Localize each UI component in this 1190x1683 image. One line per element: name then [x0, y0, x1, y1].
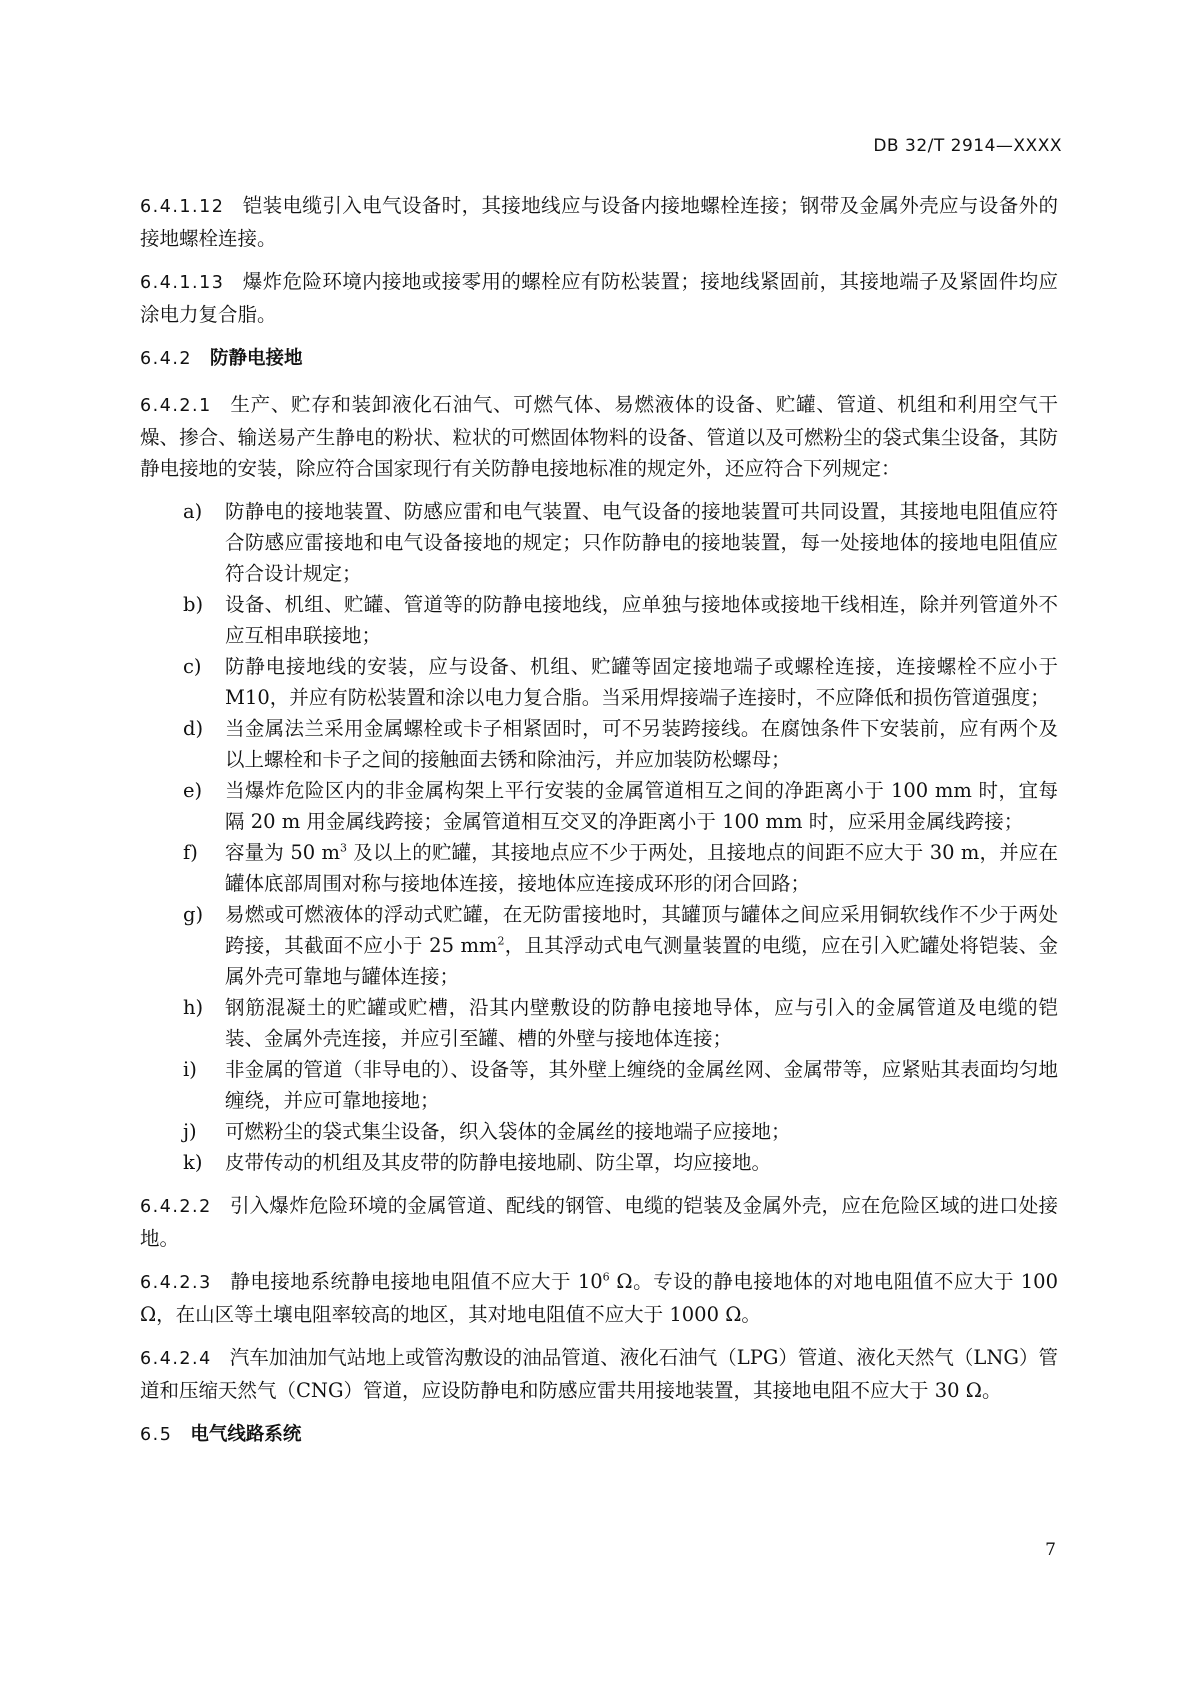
- document-code: DB 32/T 2914—XXXX: [873, 136, 1062, 156]
- section-heading-6-5: [140, 1418, 1058, 1451]
- list-label: h): [183, 996, 204, 1019]
- list-text: 易燃或可燃液体的浮动式贮罐，在无防雷接地时，其罐顶与罐体之间应采用铜软线作不少于两处跨接，其截面不应小于 25 mm: [225, 903, 1058, 957]
- list-text: 钢筋混凝土的贮罐或贮槽，沿其内壁敷设的防静电接地导体，应与引入的金属管道及电缆的铠装、金属外壳连接，并应引至罐、槽的外壁与接地体连接；: [225, 996, 1058, 1050]
- list-label: c): [183, 655, 202, 678]
- requirement-list: [140, 496, 1058, 1178]
- section-number: 6.5: [140, 1425, 173, 1445]
- list-text: 可燃粉尘的袋式集尘设备，织入袋体的金属丝的接地端子应接地；: [225, 1120, 791, 1143]
- clause-text: 引入爆炸危险环境的金属管道、配线的钢管、电缆的铠装及金属外壳，应在危险区域的进口处接地。: [140, 1194, 1058, 1250]
- clause-number: 6.4.2.1: [140, 396, 212, 416]
- list-item: [140, 496, 1058, 589]
- clause-text: 爆炸危险环境内接地或接零用的螺栓应有防松装置；接地线紧固前，其接地端子及紧固件均应涂电力复合脂。: [140, 270, 1058, 326]
- list-label: i): [183, 1058, 197, 1081]
- list-text: 防静电的接地装置、防感应雷和电气装置、电气设备的接地装置可共同设置，其接地电阻值应符合防感应雷接地和电气设备接地的规定；只作防静电的接地装置，每一处接地体的接地电阻值应符合设计规定；: [225, 500, 1058, 585]
- list-label: j): [183, 1120, 197, 1143]
- list-label: b): [183, 593, 204, 616]
- superscript: 2: [497, 934, 505, 948]
- list-text: 皮带传动的机组及其皮带的防静电接地刷、防尘罩，均应接地。: [225, 1151, 772, 1174]
- clause-number: 6.4.2.4: [140, 1349, 212, 1369]
- list-item: [140, 1147, 1058, 1178]
- list-item: [140, 713, 1058, 775]
- list-item: [140, 1116, 1058, 1147]
- list-text: 防静电接地线的安装，应与设备、机组、贮罐等固定接地端子或螺栓连接，连接螺栓不应小于 M10，并应有防松装置和涂以电力复合脂。当采用焊接端子连接时，不应降低和损伤管道强度；: [225, 655, 1058, 709]
- list-item: [140, 899, 1058, 992]
- list-label: d): [183, 717, 204, 740]
- clause-text: 铠装电缆引入电气设备时，其接地线应与设备内接地螺栓连接；钢带及金属外壳应与设备外的接地螺栓连接。: [140, 194, 1058, 250]
- section-heading-6-4-2: [140, 342, 1058, 375]
- list-item: [140, 992, 1058, 1054]
- list-item: [140, 775, 1058, 837]
- clause-number: 6.4.1.13: [140, 273, 225, 293]
- clause-number: 6.4.2.2: [140, 1197, 212, 1217]
- clause-6-4-2-4: [140, 1342, 1058, 1406]
- section-number: 6.4.2: [140, 349, 193, 369]
- list-label: e): [183, 779, 203, 802]
- clause-6-4-2-2: [140, 1190, 1058, 1254]
- clause-number: 6.4.1.12: [140, 197, 225, 217]
- list-text: 设备、机组、贮罐、管道等的防静电接地线，应单独与接地体或接地干线相连，除并列管道外不应互相串联接地；: [225, 593, 1058, 647]
- list-text: 当金属法兰采用金属螺栓或卡子相紧固时，可不另装跨接线。在腐蚀条件下安装前，应有两个及以上螺栓和卡子之间的接触面去锈和除油污，并应加装防松螺母；: [225, 717, 1058, 771]
- list-text: 容量为 50 m: [225, 841, 340, 864]
- clause-text: Ω。专设的静电接地体的对地电阻值不应大于 100 Ω，在山区等土壤电阻率较高的地区，其对地电阻值不应大于 1000 Ω。: [140, 1270, 1058, 1326]
- list-item: [140, 837, 1058, 899]
- list-item: [140, 1054, 1058, 1116]
- clause-text: 汽车加油加气站地上或管沟敷设的油品管道、液化石油气（LPG）管道、液化天然气（LNG）管道和压缩天然气（CNG）管道，应设防静电和防感应雷共用接地装置，其接地电阻不应大于 30 Ω。: [140, 1346, 1058, 1402]
- clause-6-4-2-3: [140, 1266, 1058, 1330]
- section-title: 电气线路系统: [190, 1424, 302, 1445]
- list-text: 及以上的贮罐，其接地点应不少于两处，且接地点的间距不应大于 30 m，并应在罐体底部周围对称与接地体连接，接地体应连接成环形的闭合回路；: [225, 841, 1058, 895]
- list-text: 非金属的管道（非导电的）、设备等，其外壁上缠绕的金属丝网、金属带等，应紧贴其表面均匀地缠绕，并应可靠地接地；: [225, 1058, 1058, 1112]
- section-title: 防静电接地: [210, 348, 303, 369]
- list-text: ，且其浮动式电气测量装置的电缆，应在引入贮罐处将铠装、金属外壳可靠地与罐体连接；: [225, 934, 1058, 988]
- list-item: [140, 589, 1058, 651]
- list-text: 当爆炸危险区内的非金属构架上平行安装的金属管道相互之间的净距离小于 100 mm 时，宜每隔 20 m 用金属线跨接；金属管道相互交叉的净距离小于 100 mm 时，应采用金属线跨接；: [225, 779, 1058, 833]
- superscript: 6: [602, 1270, 610, 1284]
- clause-text: 生产、贮存和装卸液化石油气、可燃气体、易燃液体的设备、贮罐、管道、机组和利用空气干燥、掺合、输送易产生静电的粉状、粒状的可燃固体物料的设备、管道以及可燃粉尘的袋式集尘设备，其防静电接地的安装，除应符合国家现行有关防静电接地标准的规定外，还应符合下列规定：: [140, 393, 1058, 480]
- clause-6-4-1-12: [140, 190, 1058, 254]
- list-label: k): [183, 1151, 203, 1174]
- list-label: g): [183, 903, 204, 926]
- list-label: a): [183, 500, 203, 523]
- clause-text: 静电接地系统静电接地电阻值不应大于 10: [229, 1270, 603, 1293]
- clause-6-4-2-1: [140, 389, 1058, 484]
- superscript: 3: [339, 841, 347, 855]
- clause-number: 6.4.2.3: [140, 1273, 212, 1293]
- page-content: [140, 190, 1058, 1465]
- list-item: [140, 651, 1058, 713]
- clause-6-4-1-13: [140, 266, 1058, 330]
- list-label: f): [183, 841, 198, 864]
- page-number: 7: [1045, 1540, 1056, 1560]
